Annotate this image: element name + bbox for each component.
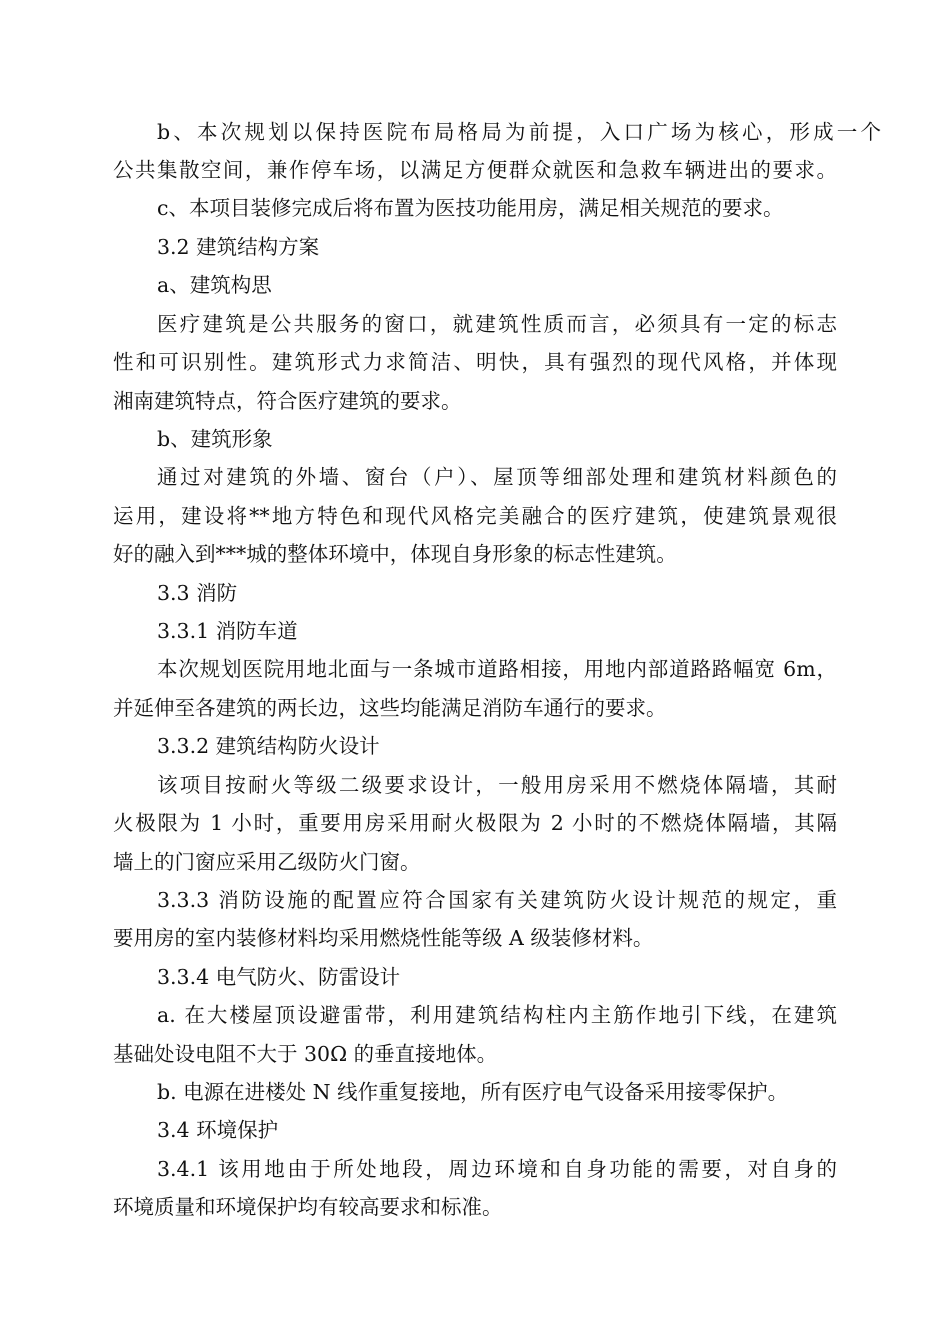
paragraph-line: 基础处设电阻不大于 30Ω 的垂直接地体。: [113, 1042, 498, 1066]
subsection-heading: 3.3.1 消防车道: [157, 619, 298, 643]
paragraph-line: 环境质量和环境保护均有较高要求和标准。: [113, 1195, 503, 1219]
paragraph-line: 通过对建筑的外墙、窗台（户）、屋顶等细部处理和建筑材料颜色的: [157, 465, 837, 489]
paragraph-line: a. 在大楼屋顶设避雷带，利用建筑结构柱内主筋作地引下线，在建筑: [157, 1003, 837, 1027]
subsection-heading: b、建筑形象: [157, 427, 273, 451]
paragraph-line: 湘南建筑特点，符合医疗建筑的要求。: [113, 389, 462, 413]
subsection-heading: a、建筑构思: [157, 273, 272, 297]
paragraph-line: c、本项目装修完成后将布置为医技功能用房，满足相关规范的要求。: [157, 196, 784, 220]
paragraph-line: 运用，建设将**地方特色和现代风格完美融合的医疗建筑，使建筑景观很: [113, 504, 837, 528]
paragraph-line: 性和可识别性。建筑形式力求简洁、明快，具有强烈的现代风格，并体现: [113, 350, 837, 374]
section-heading: 3.4 环境保护: [157, 1118, 279, 1142]
paragraph-line: 3.4.1 该用地由于所处地段，周边环境和自身功能的需要，对自身的: [157, 1157, 837, 1181]
paragraph-line: 3.3.3 消防设施的配置应符合国家有关建筑防火设计规范的规定，重: [157, 888, 837, 912]
paragraph-line: 火极限为 1 小时，重要用房采用耐火极限为 2 小时的不燃烧体隔墙，其隔: [113, 811, 837, 835]
paragraph-line: 墙上的门窗应采用乙级防火门窗。: [113, 850, 421, 874]
paragraph-line: 本次规划医院用地北面与一条城市道路相接，用地内部道路路幅宽 6m，: [157, 657, 837, 681]
paragraph-line: 该项目按耐火等级二级要求设计，一般用房采用不燃烧体隔墙，其耐: [157, 773, 837, 797]
paragraph-line: 并延伸至各建筑的两长边，这些均能满足消防车通行的要求。: [113, 696, 667, 720]
section-heading: 3.2 建筑结构方案: [157, 235, 320, 259]
paragraph-line: 公共集散空间，兼作停车场，以满足方便群众就医和急救车辆进出的要求。: [113, 158, 837, 182]
paragraph-line: b. 电源在进楼处 N 线作重复接地，所有医疗电气设备采用接零保护。: [157, 1080, 789, 1104]
section-heading: 3.3 消防: [157, 581, 238, 605]
subsection-heading: 3.3.2 建筑结构防火设计: [157, 734, 380, 758]
subsection-heading: 3.3.4 电气防火、防雷设计: [157, 965, 401, 989]
paragraph-line: 要用房的室内装修材料均采用燃烧性能等级 A 级装修材料。: [113, 926, 654, 950]
paragraph-line: 医疗建筑是公共服务的窗口，就建筑性质而言，必须具有一定的标志: [157, 312, 837, 336]
paragraph-line: 好的融入到***城的整体环境中，体现自身形象的标志性建筑。: [113, 542, 677, 566]
paragraph-line: b、本次规划以保持医院布局格局为前提，入口广场为核心，形成一个: [157, 120, 881, 144]
